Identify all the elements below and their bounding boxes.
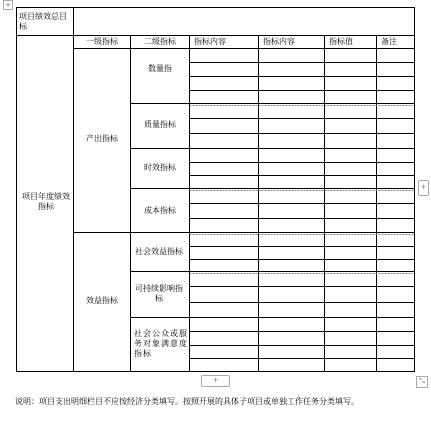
level2-satisfaction: 社会公众或服务对象满意度指标 — [134, 329, 188, 358]
table-anchor-handle[interactable]: + — [3, 0, 13, 10]
header-content-2: 指标内容 — [263, 37, 295, 46]
header-level1: 一级指标 — [86, 37, 118, 46]
footnote: 说明：项目支出明细栏目不应按经济分类填写。按照开展的具体子项目或单独工作任务分类填写。 — [15, 397, 359, 406]
header-content-1: 指标内容 — [194, 37, 226, 46]
level2-quantity: 数量指 — [148, 64, 172, 73]
overall-goal-label: 项目绩效总目标 — [19, 11, 67, 31]
level2-sustainable: 可持续影响指标 — [135, 284, 183, 303]
level2-cost: 成本指标 — [144, 206, 176, 215]
table-resize-handle[interactable]: ⤡ — [416, 376, 428, 388]
header-level2: 二级指标 — [144, 37, 176, 46]
add-column-button[interactable]: + — [418, 180, 429, 196]
level2-quality: 质量指标 — [144, 120, 176, 129]
level1-output: 产出指标 — [86, 134, 118, 143]
annual-indicator-label: 项目年度绩效指标 — [22, 192, 70, 211]
level2-timeliness: 时效指标 — [144, 163, 176, 172]
add-row-button[interactable]: + — [201, 375, 230, 387]
level1-benefit: 效益指标 — [86, 296, 118, 305]
header-remarks: 备注 — [381, 37, 397, 46]
level2-social: 社会效益指标 — [135, 247, 183, 256]
header-value: 指标值 — [329, 37, 353, 46]
